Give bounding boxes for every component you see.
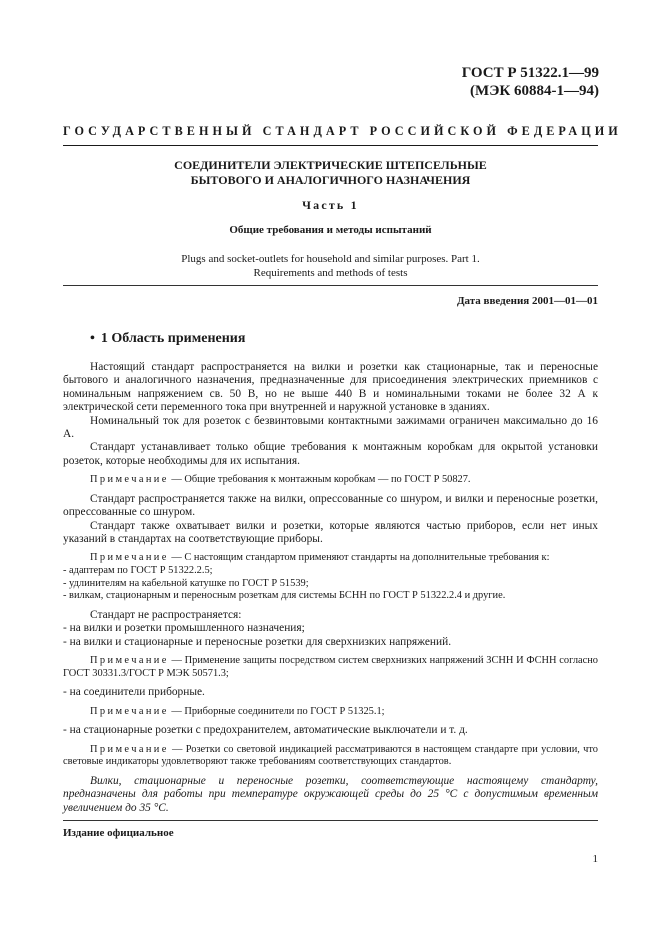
document-title-line2: БЫТОВОГО И АНАЛОГИЧНОГО НАЗНАЧЕНИЯ: [190, 173, 471, 187]
paragraph-operating-temperature: Вилки, стационарные и переносные розетки, соответствующие настоящему стандарту, предназначены для работы при температуре окружающей среды до 25 °С с допустимым временным увеличением до 35 °С.: [63, 774, 598, 814]
list-item: - на стационарные розетки с предохранителем, автоматические выключатели и т. д.: [63, 724, 468, 737]
paragraph-exclusions: Стандарт не распространяется:: [90, 608, 242, 621]
note-text: — Розетки со световой индикацией рассматриваются в настоящем стандарте при условии, что световые индикаторы удовлетворяют также требованиям соответствующих стандартов.: [63, 743, 598, 768]
note-text: — Приборные соединители по ГОСТ Р 51325.1;: [168, 705, 385, 717]
page-number: 1: [592, 853, 598, 865]
note-text: — Применение защиты посредством систем сверхнизких напряжений ЗСНН И ФСНН согласно ГОСТ 30331.3/ГОСТ Р МЭК 50571.3;: [63, 655, 598, 679]
title-divider: [63, 285, 598, 286]
note-text: — Общие требования к монтажным коробкам — по ГОСТ Р 50827.: [168, 474, 471, 486]
note-label: Примечание: [90, 655, 169, 667]
standard-code: [462, 64, 599, 100]
note-1: [63, 474, 598, 487]
note-2: [63, 552, 598, 565]
note-label: Примечание: [90, 552, 169, 564]
list-item: - вилкам, стационарным и переносным розеткам для системы БСНН по ГОСТ Р 51322.2.4 и другие.: [63, 590, 506, 602]
list-item: - на вилки и стационарные и переносные розетки для сверхнизких напряжений.: [63, 635, 452, 648]
paragraph-mounting-boxes: Стандарт устанавливает только общие требования к монтажным коробкам для окрытой установки розеток, которые необходимы для их испытания.: [63, 441, 598, 467]
official-edition-label: Издание официальное: [63, 827, 174, 839]
note-3: [63, 655, 598, 680]
document-title: [63, 158, 598, 188]
paragraph-moulded-plugs: Стандарт распространяется также на вилки, опрессованные со шнуром, и вилки и переносные розетки, опрессованные со шнуром.: [63, 492, 598, 519]
section-title: 1 Область применения: [100, 331, 246, 346]
paragraph-scope: Настоящий стандарт распространяется на вилки и розетки как стационарные, так и переносные бытового и аналогичного назначения, предназначенные для присоединения электрических приемников с номинальным напряжением св. 50 В, но не выше 440 В и номинальными токами не более 32 А к электрической сети переменного тока при внутренней и наружной установке в зданиях.: [63, 361, 598, 414]
standard-code-line2: (МЭК 60884-1—94): [470, 83, 599, 99]
paragraph-appliance-parts: Стандарт также охватывает вилки и розетки, которые являются частью приборов, если нет иных указаний в стандартах на соответствующие приборы.: [63, 519, 598, 546]
note-label: Примечание: [90, 743, 169, 755]
english-title-line2: Requirements and methods of tests: [253, 267, 408, 279]
note-5: [63, 744, 598, 769]
english-title: [63, 252, 598, 280]
document-title-line1: СОЕДИНИТЕЛИ ЭЛЕКТРИЧЕСКИЕ ШТЕПСЕЛЬНЫЕ: [174, 158, 487, 172]
note-label: Примечание: [90, 474, 169, 486]
note-4: [63, 706, 598, 719]
footer-divider: [63, 820, 598, 821]
list-item: - на соединители приборные.: [63, 686, 205, 699]
english-title-line1: Plugs and socket-outlets for household and similar purposes. Part 1.: [181, 253, 480, 265]
list-item: - на вилки и розетки промышленного назначения;: [63, 622, 305, 635]
paragraph-rated-current: Номинальный ток для розеток с безвинтовыми контактными зажимами ограничен максимально до 16 А.: [63, 414, 598, 441]
state-standard-heading: ГОСУДАРСТВЕННЫЙ СТАНДАРТ РОССИЙСКОЙ ФЕДЕРАЦИИ: [63, 124, 622, 138]
document-subtitle: Общие требования и методы испытаний: [229, 224, 432, 236]
part-label: Часть 1: [302, 198, 359, 212]
note-label: Примечание: [90, 705, 169, 717]
introduction-date: Дата введения 2001—01—01: [456, 295, 598, 307]
list-item: - адаптерам по ГОСТ Р 51322.2.5;: [63, 565, 213, 577]
list-item: - удлинителям на кабельной катушке по ГОСТ Р 51539;: [63, 577, 309, 589]
header-divider: [63, 145, 598, 146]
standard-code-line1: ГОСТ Р 51322.1—99: [461, 65, 599, 81]
section-heading: [90, 331, 245, 347]
document-body: [63, 361, 598, 815]
note-text: — С настоящим стандартом применяют стандарты на дополнительные требования к:: [168, 552, 550, 564]
bullet-icon: •: [90, 331, 95, 346]
